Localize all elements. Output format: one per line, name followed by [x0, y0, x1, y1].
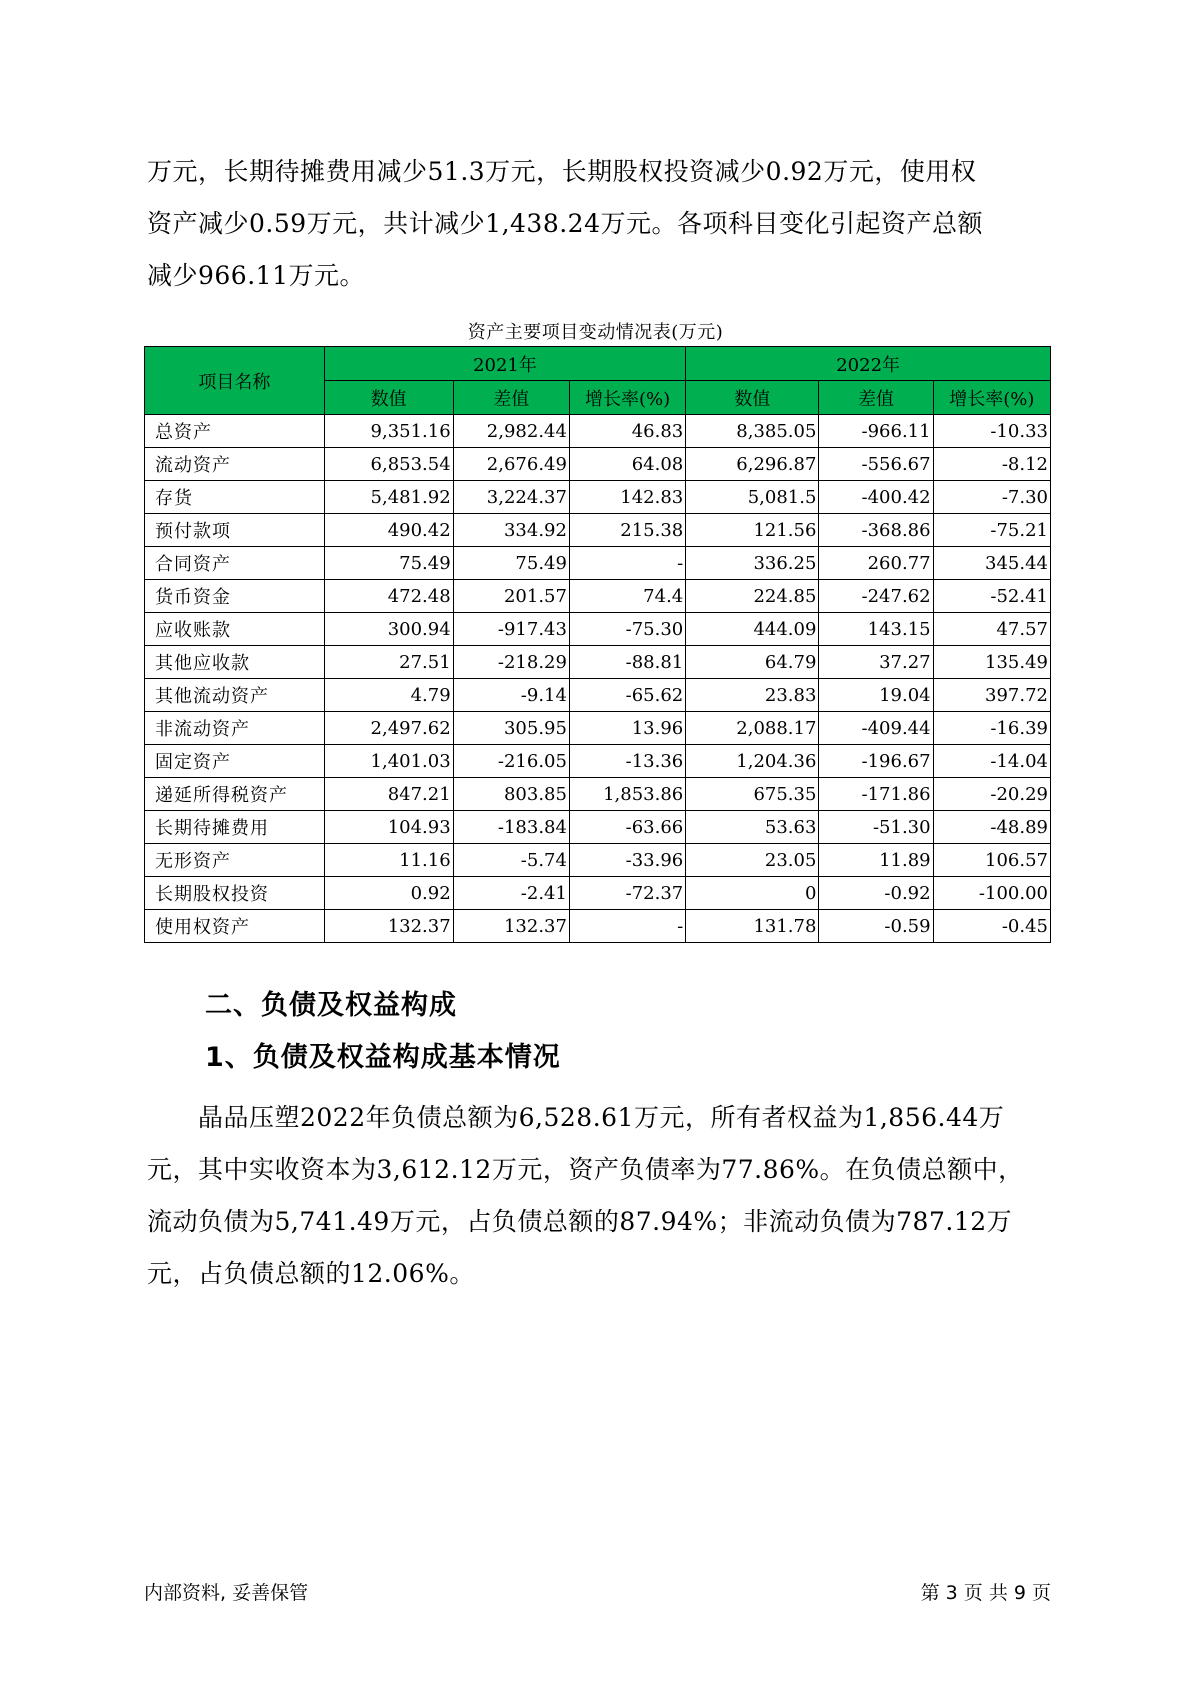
row-cell-g2: -10.33: [933, 415, 1050, 448]
table-row: [145, 646, 1051, 679]
subsection-heading: 1、负债及权益构成基本情况: [205, 1042, 561, 1073]
row-cell-g2: -7.30: [933, 481, 1050, 514]
row-cell-d2: -0.92: [819, 877, 933, 910]
row-cell-d1: -9.14: [453, 679, 569, 712]
header-diff: 差值: [453, 381, 569, 415]
row-cell-d1: 2,982.44: [453, 415, 569, 448]
table-row: [145, 613, 1051, 646]
row-cell-d1: 305.95: [453, 712, 569, 745]
row-cell-g1: 215.38: [569, 514, 685, 547]
header-value: 数值: [324, 381, 453, 415]
row-cell-v2: 1,204.36: [686, 745, 819, 778]
row-item-name: 货币资金: [145, 580, 325, 613]
table-row: [145, 679, 1051, 712]
row-cell-v2: 5,081.5: [686, 481, 819, 514]
row-cell-g2: -20.29: [933, 778, 1050, 811]
row-item-name: 递延所得税资产: [145, 778, 325, 811]
row-cell-d1: -218.29: [453, 646, 569, 679]
row-cell-g1: 142.83: [569, 481, 685, 514]
table-row: [145, 448, 1051, 481]
row-item-name: 预付款项: [145, 514, 325, 547]
row-cell-g2: 397.72: [933, 679, 1050, 712]
row-cell-g2: -75.21: [933, 514, 1050, 547]
row-cell-d2: 260.77: [819, 547, 933, 580]
text-line: 资产减少0.59万元，共计减少1,438.24万元。各项科目变化引起资产总额: [147, 209, 983, 238]
row-cell-v1: 5,481.92: [324, 481, 453, 514]
row-cell-d1: 3,224.37: [453, 481, 569, 514]
row-cell-v1: 132.37: [324, 910, 453, 943]
asset-change-table: [144, 346, 1051, 943]
row-cell-d2: -0.59: [819, 910, 933, 943]
row-cell-v1: 0.92: [324, 877, 453, 910]
row-cell-g1: -63.66: [569, 811, 685, 844]
row-item-name: 无形资产: [145, 844, 325, 877]
row-cell-d1: -2.41: [453, 877, 569, 910]
row-cell-d1: 201.57: [453, 580, 569, 613]
row-cell-d1: 803.85: [453, 778, 569, 811]
table-row: [145, 811, 1051, 844]
row-cell-g1: -88.81: [569, 646, 685, 679]
row-cell-d2: 11.89: [819, 844, 933, 877]
row-cell-g1: -75.30: [569, 613, 685, 646]
row-cell-g2: -0.45: [933, 910, 1050, 943]
row-item-name: 流动资产: [145, 448, 325, 481]
row-cell-v2: 8,385.05: [686, 415, 819, 448]
row-cell-v2: 23.83: [686, 679, 819, 712]
header-growth: 增长率(%): [569, 381, 685, 415]
row-cell-d1: 75.49: [453, 547, 569, 580]
table-row: [145, 547, 1051, 580]
row-item-name: 长期股权投资: [145, 877, 325, 910]
row-item-name: 合同资产: [145, 547, 325, 580]
row-cell-d2: 143.15: [819, 613, 933, 646]
table-row: [145, 844, 1051, 877]
row-item-name: 使用权资产: [145, 910, 325, 943]
row-cell-v2: 336.25: [686, 547, 819, 580]
row-cell-g1: -: [569, 910, 685, 943]
header-growth: 增长率(%): [933, 381, 1050, 415]
row-item-name: 固定资产: [145, 745, 325, 778]
row-cell-g2: -16.39: [933, 712, 1050, 745]
row-cell-g1: 74.4: [569, 580, 685, 613]
table-row: [145, 415, 1051, 448]
row-cell-v1: 11.16: [324, 844, 453, 877]
row-cell-g2: -8.12: [933, 448, 1050, 481]
row-cell-v1: 847.21: [324, 778, 453, 811]
row-cell-g2: -48.89: [933, 811, 1050, 844]
header-value: 数值: [686, 381, 819, 415]
footer-confidential-note: 内部资料, 妥善保管: [144, 1582, 309, 1604]
row-cell-v2: 0: [686, 877, 819, 910]
table-row: [145, 877, 1051, 910]
row-cell-g1: -65.62: [569, 679, 685, 712]
text-line: 流动负债为5,741.49万元，占负债总额的87.94%；非流动负债为787.12万: [147, 1207, 1013, 1236]
row-cell-d1: 334.92: [453, 514, 569, 547]
row-cell-v2: 121.56: [686, 514, 819, 547]
row-cell-d2: -171.86: [819, 778, 933, 811]
table-row: [145, 778, 1051, 811]
row-item-name: 应收账款: [145, 613, 325, 646]
row-cell-d1: -216.05: [453, 745, 569, 778]
row-cell-g2: -100.00: [933, 877, 1050, 910]
row-cell-v1: 300.94: [324, 613, 453, 646]
table-row: [145, 481, 1051, 514]
row-cell-v1: 472.48: [324, 580, 453, 613]
header-item-name: 项目名称: [145, 347, 325, 415]
table-row: [145, 712, 1051, 745]
row-cell-g1: -72.37: [569, 877, 685, 910]
row-cell-v1: 1,401.03: [324, 745, 453, 778]
row-cell-g2: -14.04: [933, 745, 1050, 778]
header-diff: 差值: [819, 381, 933, 415]
row-cell-d2: 19.04: [819, 679, 933, 712]
row-cell-g1: -: [569, 547, 685, 580]
row-cell-d2: -368.86: [819, 514, 933, 547]
row-cell-v2: 23.05: [686, 844, 819, 877]
row-cell-v2: 444.09: [686, 613, 819, 646]
row-cell-v1: 490.42: [324, 514, 453, 547]
row-cell-v2: 224.85: [686, 580, 819, 613]
table-row: [145, 514, 1051, 547]
row-cell-v1: 9,351.16: [324, 415, 453, 448]
row-item-name: 其他应收款: [145, 646, 325, 679]
row-cell-v1: 2,497.62: [324, 712, 453, 745]
text-line: 晶品压塑2022年负债总额为6,528.61万元，所有者权益为1,856.44万: [147, 1103, 1005, 1132]
text-line: 元，占负债总额的12.06%。: [147, 1259, 475, 1288]
row-cell-v2: 131.78: [686, 910, 819, 943]
row-cell-g1: 13.96: [569, 712, 685, 745]
row-cell-d1: 132.37: [453, 910, 569, 943]
row-cell-g2: 135.49: [933, 646, 1050, 679]
section-heading: 二、负债及权益构成: [205, 990, 457, 1021]
row-cell-g1: 1,853.86: [569, 778, 685, 811]
row-cell-d2: -409.44: [819, 712, 933, 745]
row-cell-v2: 675.35: [686, 778, 819, 811]
row-cell-d1: -183.84: [453, 811, 569, 844]
table-row: [145, 745, 1051, 778]
row-item-name: 存货: [145, 481, 325, 514]
row-cell-d2: -966.11: [819, 415, 933, 448]
row-cell-v1: 75.49: [324, 547, 453, 580]
liability-paragraph: [147, 1092, 1047, 1300]
row-cell-g1: 46.83: [569, 415, 685, 448]
row-cell-v1: 6,853.54: [324, 448, 453, 481]
row-cell-g1: -13.36: [569, 745, 685, 778]
row-cell-d2: -196.67: [819, 745, 933, 778]
row-cell-v2: 6,296.87: [686, 448, 819, 481]
header-year-2021: 2021年: [324, 347, 686, 381]
row-cell-d1: -917.43: [453, 613, 569, 646]
footer-page-number: 第 3 页 共 9 页: [920, 1582, 1051, 1604]
row-cell-v1: 104.93: [324, 811, 453, 844]
row-cell-d1: -5.74: [453, 844, 569, 877]
row-cell-d2: -556.67: [819, 448, 933, 481]
row-cell-v1: 4.79: [324, 679, 453, 712]
table-body: [145, 415, 1051, 943]
row-cell-d2: -247.62: [819, 580, 933, 613]
row-cell-g2: 47.57: [933, 613, 1050, 646]
table-caption: 资产主要项目变动情况表(万元): [467, 322, 724, 343]
row-cell-g2: 345.44: [933, 547, 1050, 580]
row-item-name: 其他流动资产: [145, 679, 325, 712]
row-cell-g2: -52.41: [933, 580, 1050, 613]
row-cell-v2: 53.63: [686, 811, 819, 844]
table-row: [145, 580, 1051, 613]
row-cell-v1: 27.51: [324, 646, 453, 679]
row-cell-d2: 37.27: [819, 646, 933, 679]
row-item-name: 非流动资产: [145, 712, 325, 745]
text-line: 减少966.11万元。: [147, 261, 365, 290]
row-cell-v2: 64.79: [686, 646, 819, 679]
row-item-name: 总资产: [145, 415, 325, 448]
row-cell-v2: 2,088.17: [686, 712, 819, 745]
table-row: [145, 910, 1051, 943]
row-cell-g1: -33.96: [569, 844, 685, 877]
text-line: 万元，长期待摊费用减少51.3万元，长期股权投资减少0.92万元，使用权: [147, 157, 977, 186]
row-cell-g2: 106.57: [933, 844, 1050, 877]
row-item-name: 长期待摊费用: [145, 811, 325, 844]
intro-paragraph: [147, 146, 1047, 302]
row-cell-d1: 2,676.49: [453, 448, 569, 481]
header-year-2022: 2022年: [686, 347, 1051, 381]
row-cell-d2: -51.30: [819, 811, 933, 844]
row-cell-g1: 64.08: [569, 448, 685, 481]
text-line: 元，其中实收资本为3,612.12万元，资产负债率为77.86%。在负债总额中，: [147, 1155, 1024, 1184]
row-cell-d2: -400.42: [819, 481, 933, 514]
